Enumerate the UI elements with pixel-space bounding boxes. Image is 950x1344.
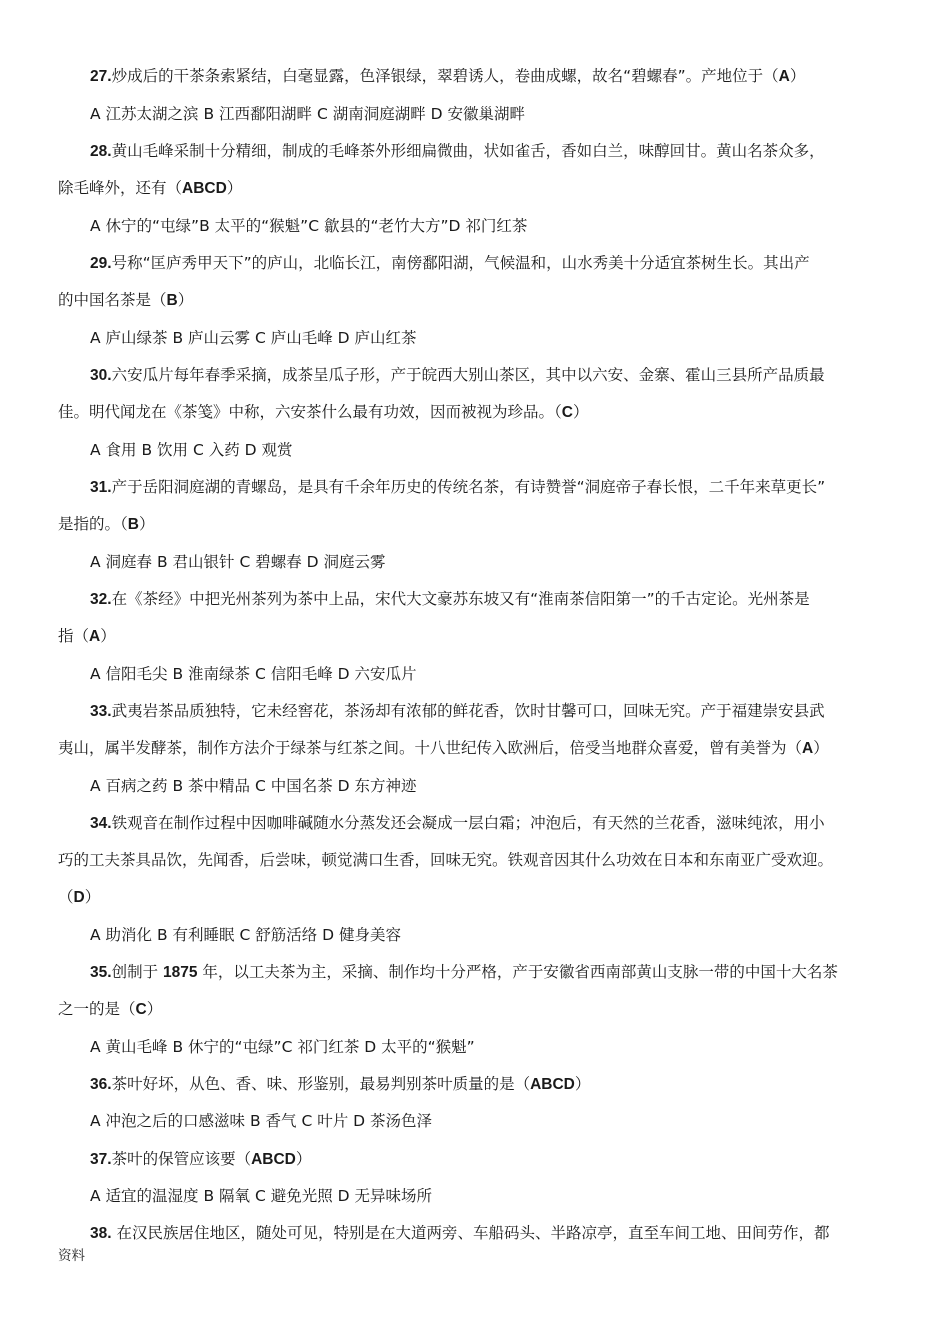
answer-key: ABCD [182,180,227,197]
paren-close: ） [146,1000,163,1018]
question-number: 34. [90,815,112,832]
options-text: A 信阳毛尖 B 淮南绿茶 C 信阳毛峰 D 六安瓜片 [90,665,417,683]
question-30 [90,365,825,386]
answer-key: B [166,292,178,309]
paren-close: ） [226,179,243,197]
question-34-answer-line [58,887,100,908]
question-number: 27. [90,68,112,85]
question-text: 茶叶的保管应该要（ [111,1150,252,1168]
paren-open: （ [58,888,74,906]
options-30 [90,440,293,460]
options-37 [90,1186,432,1206]
question-text: 黄山毛峰采制十分精细，制成的毛峰茶外形细扁微曲，状如雀舌，香如白兰，味醇回甘。黄山名茶众多， [111,142,825,160]
question-31-continued [58,514,154,535]
question-text: 的中国名茶是（ [58,291,167,309]
question-number: 28. [90,143,112,160]
page-footer: 资料 [58,1248,85,1264]
question-number: 33. [90,703,112,720]
question-35 [90,962,838,983]
question-37 [90,1149,311,1170]
question-text: 在《茶经》中把光州茶列为茶中上品，宋代大文豪苏东坡又有“淮南茶信阳第一”的千古定论。光州茶是 [111,590,810,608]
paren-close: ） [138,515,155,533]
options-text: A 适宜的温湿度 B 隔氧 C 避免光照 D 无异味场所 [90,1187,432,1205]
question-text: 除毛峰外，还有（ [58,179,183,197]
question-text: 武夷岩茶品质独特，它未经窖花，茶汤却有浓郁的鲜花香，饮时甘馨可口，回味无究。产于福建崇安县武 [111,702,825,720]
answer-key: C [135,1001,147,1018]
question-text: 六安瓜片每年春季采摘，成茶呈瓜子形，产于皖西大别山茶区，其中以六安、金寨、霍山三县所产品质最 [111,366,825,384]
answer-key: ABCD [251,1151,296,1168]
question-number: 30. [90,367,112,384]
question-text: 是指的。（ [58,515,128,533]
question-text: 茶叶好坏，从色、香、味、形鉴别，最易判别茶叶质量的是（ [111,1075,531,1093]
paren-close: ） [789,67,806,85]
question-34 [90,813,825,834]
question-28 [90,141,825,162]
options-34 [90,925,401,945]
question-28-continued [58,178,242,199]
options-32 [90,664,417,684]
question-text: 炒成后的干茶条索紧结，白毫显露，色泽银绿，翠碧诱人，卷曲成螺，故名“碧螺春”。产地位于（ [111,67,779,85]
paren-close: ） [813,739,829,757]
question-35-continued [58,999,162,1020]
question-33 [90,701,825,722]
question-text: 号称“匡庐秀甲天下”的庐山，北临长江，南傍鄱阳湖，气候温和，山水秀美十分适宜茶树生长。其出产 [111,254,810,272]
question-text: 铁观音在制作过程中因咖啡碱随水分蒸发还会凝成一层白霜；冲泡后，有天然的兰花香，滋味纯浓，用小 [111,814,825,832]
options-27 [90,104,525,124]
question-text: 创制于 [111,963,163,981]
paren-close: ） [84,888,101,906]
options-text: A 黄山毛峰 B 休宁的“屯绿”C 祁门红茶 D 太平的“猴魁” [90,1038,475,1056]
question-text: 夷山，属半发酵茶，制作方法介于绿茶与红茶之间。十八世纪传入欧洲后，倍受当地群众喜爱，曾有美誉为（ [58,739,803,757]
question-32 [90,589,810,610]
question-31 [90,477,825,498]
answer-key: ABCD [530,1076,575,1093]
answer-key: A [778,68,790,85]
options-28 [90,216,527,236]
question-29 [90,253,810,274]
options-35 [90,1037,475,1057]
question-number: 32. [90,591,112,608]
paren-close: ） [100,627,116,645]
question-text: 巧的工夫茶具品饮，先闻香，后尝味，顿觉满口生香，回味无究。铁观音因其什么功效在日本和东南亚广受欢迎。 [58,851,834,869]
year-number: 1875 [163,964,198,981]
question-33-continued [58,738,829,759]
answer-key: C [561,404,573,421]
options-text: A 洞庭春 B 君山银针 C 碧螺春 D 洞庭云雾 [90,553,386,571]
question-text-cont: 年，以工夫茶为主，采摘、制作均十分严格，产于安徽省西南部黄山支脉一带的中国十大名茶 [197,963,838,981]
question-30-continued [58,402,588,423]
options-text: A 江苏太湖之滨 B 江西鄱阳湖畔 C 湖南洞庭湖畔 D 安徽巢湖畔 [90,105,525,123]
options-33 [90,776,417,796]
question-text: 产于岳阳洞庭湖的青螺岛，是具有千余年历史的传统名茶，有诗赞誉“洞庭帝子春长恨，二千年来草更长” [111,478,826,496]
question-number: 31. [90,479,112,496]
answer-key: D [73,889,85,906]
options-text: A 休宁的“屯绿”B 太平的“猴魁”C 歙县的“老竹大方”D 祁门红茶 [90,217,528,235]
question-number: 38. [90,1225,112,1242]
answer-key: B [127,516,139,533]
paren-close: ） [295,1150,312,1168]
question-text: 在汉民族居住地区，随处可见，特别是在大道两旁、车船码头、半路凉亭，直至车间工地、田间劳作，都 [111,1224,830,1242]
question-text: 指（ [58,627,90,645]
question-36 [90,1074,590,1095]
question-text: 佳。明代闻龙在《茶笺》中称，六安茶什么最有功效，因而被视为珍品。（ [58,403,562,421]
question-text: 之一的是（ [58,1000,136,1018]
options-31 [90,552,386,572]
paren-close: ） [177,291,194,309]
options-29 [90,328,417,348]
question-27 [90,66,805,87]
answer-key: A [89,628,101,645]
paren-close: ） [574,1075,591,1093]
question-number: 37. [90,1151,112,1168]
paren-close: ） [572,403,589,421]
question-29-continued [58,290,193,311]
options-text: A 冲泡之后的口感滋味 B 香气 C 叶片 D 茶汤色泽 [90,1112,432,1130]
options-text: A 助消化 B 有利睡眠 C 舒筋活络 D 健身美容 [90,926,401,944]
options-text: A 庐山绿茶 B 庐山云雾 C 庐山毛峰 D 庐山红茶 [90,329,417,347]
question-38 [90,1223,830,1244]
answer-key: A [802,740,814,757]
options-text: A 百病之药 B 茶中精品 C 中国名茶 D 东方神迹 [90,777,417,795]
question-number: 29. [90,255,112,272]
question-32-continued [58,626,116,647]
question-34-continued [58,850,833,870]
options-text: A 食用 B 饮用 C 入药 D 观赏 [90,441,293,459]
question-number: 36. [90,1076,112,1093]
question-number: 35. [90,964,112,981]
options-36 [90,1111,432,1131]
